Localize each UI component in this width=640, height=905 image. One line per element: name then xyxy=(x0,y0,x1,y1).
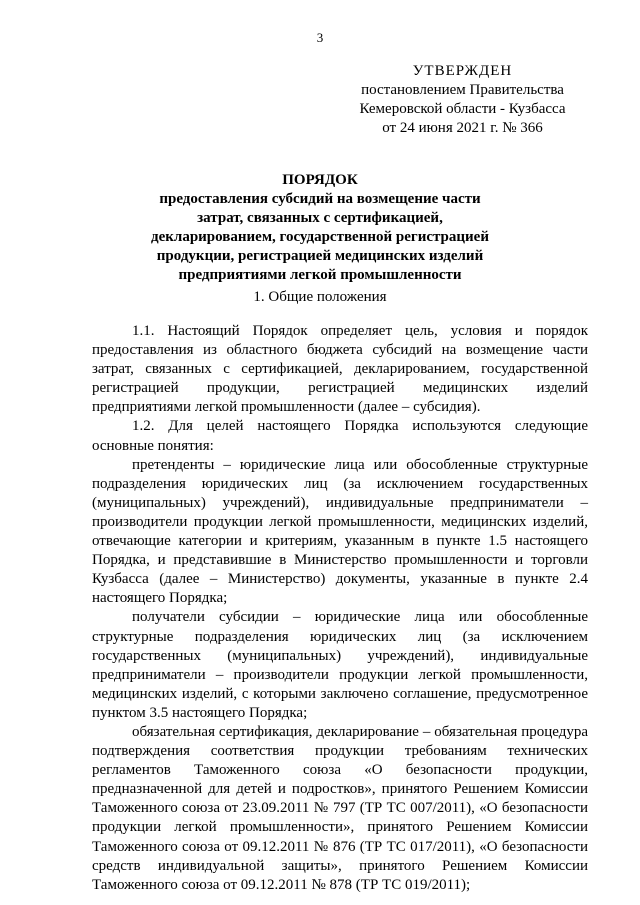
definition-applicants: претенденты – юридические лица или обособленные структурные подразделения юридических лиц (за исключением государственных (муниципальных) учреждений), индивидуальные предприниматели – производители продукции легкой промышленности, медицинских изделий, отвечающие категории и критериям, указанным в пункте 1.5 настоящего Порядка, и представившие в Министерство промышленности и торговли Кузбасса (далее – Министерство) документы, указанные в пункте 2.4 настоящего Порядка; xyxy=(92,456,588,607)
document-title xyxy=(90,171,550,285)
title-line: предприятиями легкой промышленности xyxy=(178,267,462,283)
approval-heading: УТВЕРЖДЕН xyxy=(412,63,513,79)
body-text xyxy=(92,322,588,895)
title-line: декларированием, государственной регистрацией xyxy=(151,229,489,245)
approval-line: постановлением Правительства xyxy=(361,82,564,98)
definition-certification: обязательная сертификация, декларирование – обязательная процедура подтверждения соответствия продукции требованиям технических регламентов Таможенного союза «О безопасности продукции, предназначенной для детей и подростков», принятого Решением Комиссии Таможенного союза от 23.09.2011 № 797 (ТР ТС 007/2011), «О безопасности продукции легкой промышленности», принятого Решением Комиссии Таможенного союза от 09.12.2011 № 876 (ТР ТС 017/2011), «О безопасности средств индивидуальной защиты», принятого Решением Комиссии Таможенного союза от 09.12.2011 № 878 (ТР ТС 019/2011); xyxy=(92,723,588,893)
approval-block xyxy=(330,62,595,138)
page-number: 3 xyxy=(316,30,324,45)
paragraph-1-1: 1.1. Настоящий Порядок определяет цель, условия и порядок предоставления из областного бюджета субсидий на возмещение части затрат, связанных с сертификацией, декларированием, государственной регистрацией продукции, регистрацией медицинских изделий предприятиями легкой промышленности (далее – субсидия). xyxy=(92,323,588,416)
title-line: затрат, связанных с сертификацией, xyxy=(197,210,443,226)
title-line: предоставления субсидий на возмещение части xyxy=(159,191,481,207)
approval-line: Кемеровской области - Кузбасса xyxy=(359,101,566,117)
section-heading: 1. Общие положения xyxy=(253,289,387,305)
title-heading: ПОРЯДОК xyxy=(282,172,358,188)
approval-date-line: от 24 июня 2021 г. № 366 xyxy=(382,120,543,136)
title-line: продукции, регистрацией медицинских изделий xyxy=(156,248,484,264)
definition-recipients: получатели субсидии – юридические лица или обособленные структурные подразделения юридических лиц (за исключением государственных (муниципальных) учреждений), индивидуальные предприниматели – производители продукции легкой промышленности, медицинских изделий, с которыми заключено соглашение, предусмотренное пунктом 3.5 настоящего Порядка; xyxy=(92,609,588,721)
paragraph-1-2: 1.2. Для целей настоящего Порядка используются следующие основные понятия: xyxy=(92,418,588,454)
